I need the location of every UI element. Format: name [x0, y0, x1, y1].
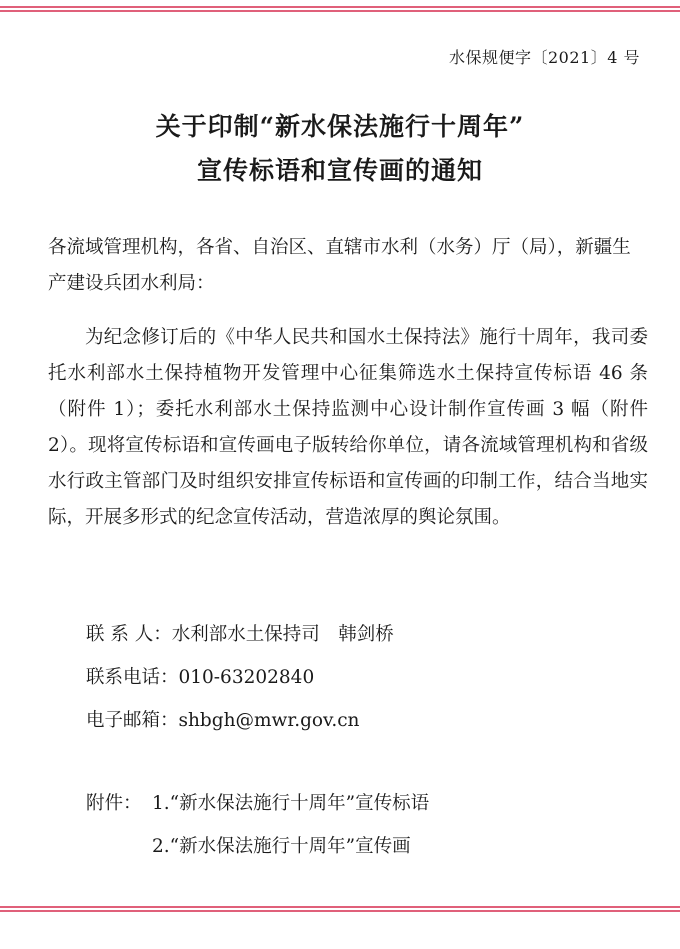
document-title-line-2: 宣传标语和宣传画的通知	[196, 156, 483, 185]
rule-line	[0, 906, 680, 908]
rule-line	[0, 6, 680, 8]
document-number: 水保规便字〔2021〕4 号	[449, 48, 640, 67]
contact-phone: 联系电话：010-63202840	[86, 667, 315, 688]
top-decorative-rule	[0, 6, 680, 14]
attachment-item: 2.“新水保法施行十周年”宣传画	[152, 836, 411, 857]
addressee: 各流域管理机构，各省、自治区、直辖市水利（水务）厅（局），新疆生产建设兵团水利局：	[48, 237, 631, 294]
attachments-label: 附件：	[86, 793, 142, 814]
body-paragraph: 为纪念修订后的《中华人民共和国水土保持法》施行十周年，我司委托水利部水土保持植物开发管理中心征集筛选水土保持宣传标语 46 条（附件 1）；委托水利部水土保持监测中心设计制作宣传画 3 幅（附件 2）。现将宣传标语和宣传画电子版转给你单位，请各流域管理机构和省级水行政主管部门及时组织安排宣传标语和宣传画的印制工作，结合当地实际，开展多形式的纪念宣传活动，营造浓厚的舆论氛围。	[48, 327, 648, 528]
attachment-item: 1.“新水保法施行十周年”宣传标语	[152, 793, 430, 814]
contact-email: 电子邮箱：shbgh@mwr.gov.cn	[86, 710, 360, 731]
document-title-line-1: 关于印制“新水保法施行十周年”	[155, 112, 525, 141]
contact-person: 联 系 人：水利部水土保持司 韩剑桥	[86, 624, 394, 645]
bottom-decorative-rule	[0, 906, 680, 914]
rule-line	[0, 910, 680, 912]
rule-line	[0, 10, 680, 12]
